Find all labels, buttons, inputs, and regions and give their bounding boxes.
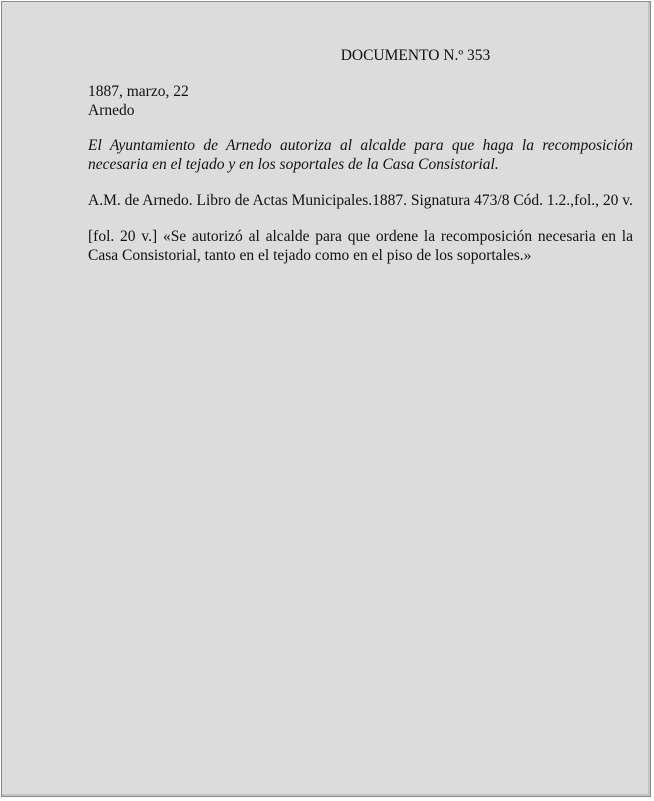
document-date: 1887, marzo, 22 [88,83,189,100]
document-transcription: [fol. 20 v.] «Se autorizó al alcalde para que ordene la recomposición necesaria en la Casa Consistorial, tanto en el tejado como en el piso de los soportales.» [88,228,633,264]
document-content [88,46,633,265]
document-summary: El Ayuntamiento de Arnedo autoriza al alcalde para que haga la recomposición necesaria en el tejado y en los soportales de la Casa Consistorial. [88,137,633,173]
document-place: Arnedo [88,102,135,119]
document-title: DOCUMENTO N.º 353 [340,47,491,64]
document-page [1,1,651,797]
document-source: A.M. de Arnedo. Libro de Actas Municipales.1887. Signatura 473/8 Cód. 1.2.,fol., 20 v. [88,192,633,209]
